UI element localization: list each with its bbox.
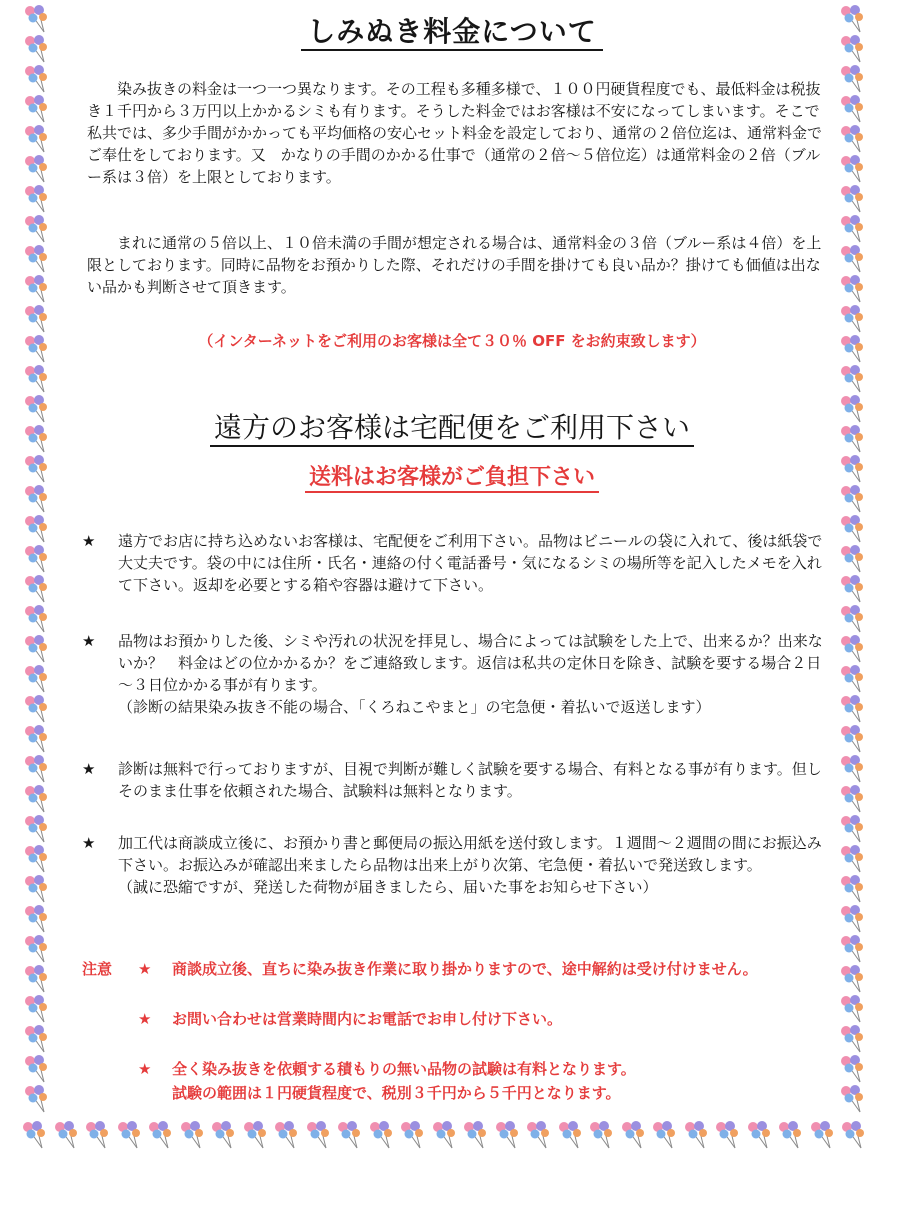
- balloon-icon: [398, 1120, 428, 1150]
- balloon-icon: [839, 1120, 869, 1150]
- list-item: [82, 758, 832, 802]
- caution-note: [82, 1007, 842, 1031]
- caution-label: 注意: [82, 960, 113, 978]
- balloon-icon: [22, 904, 52, 934]
- balloon-icon: [682, 1120, 712, 1150]
- star-icon: ★: [82, 834, 96, 852]
- list-item-note: （誠に恐縮ですが、発送した荷物が届きましたら、届いた事をお知らせ下さい）: [118, 878, 658, 896]
- page-title: [72, 12, 832, 52]
- balloon-icon: [838, 754, 868, 784]
- list-item-text: 加工代は商談成立後に、お預かり書と郵便局の振込用紙を送付致します。１週間～２週間の間にお振込み下さい。お振込みが確認出来ましたら品物は出来上がり次第、宅急便・着払いで発送致します。: [118, 834, 822, 874]
- balloon-icon: [22, 334, 52, 364]
- balloon-icon: [838, 784, 868, 814]
- balloon-icon: [745, 1120, 775, 1150]
- balloon-icon: [22, 694, 52, 724]
- star-icon: ★: [138, 960, 152, 978]
- balloon-icon: [146, 1120, 176, 1150]
- balloon-icon: [272, 1120, 302, 1150]
- balloon-icon: [838, 844, 868, 874]
- balloon-icon: [838, 274, 868, 304]
- delivery-title: [72, 408, 832, 448]
- intro-paragraph-2: [87, 232, 832, 298]
- balloon-icon: [22, 304, 52, 334]
- balloon-icon: [22, 544, 52, 574]
- balloon-icon: [83, 1120, 113, 1150]
- delivery-title-text: 遠方のお客様は宅配便をご利用下さい: [210, 411, 694, 447]
- caution-note-text: 商談成立後、直ちに染み抜き作業に取り掛かりますので、途中解約は受け付けません。: [172, 960, 758, 978]
- balloon-icon: [178, 1120, 208, 1150]
- balloon-icon: [22, 574, 52, 604]
- balloon-icon: [22, 184, 52, 214]
- internet-discount-notice: （インターネットをご利用のお客様は全て３０％ OFF をお約束致します）: [198, 332, 706, 350]
- balloon-icon: [838, 64, 868, 94]
- balloon-icon: [22, 664, 52, 694]
- balloon-icon: [650, 1120, 680, 1150]
- balloon-icon: [838, 874, 868, 904]
- balloon-icon: [838, 1084, 868, 1114]
- list-item: [82, 530, 832, 596]
- intro-paragraph-1-text: 染み抜きの料金は一つ一つ異なります。その工程も多種多様で、１００円硬貨程度でも、最低料金は税抜き１千円から３万円以上かかるシミも有ります。そうした料金ではお客様は不安になってしまいます。そこで私共では、多少手間がかかっても平均価格の安心セット料金を設定しており、通常の２倍位迄は、通常料金でご奉仕をしております。又 かなりの手間のかかる仕事で（通常の２倍～５倍位迄）は通常料金の２倍（ブルー系は３倍）を上限としております。: [87, 80, 823, 186]
- balloon-icon: [838, 304, 868, 334]
- shipping-fee-notice-text: 送料はお客様がご負担下さい: [305, 465, 599, 493]
- list-item-note: （診断の結果染み抜き不能の場合、「くろねこやまと」の宅急便・着払いで返送します）: [118, 698, 711, 716]
- balloon-icon: [22, 994, 52, 1024]
- balloon-icon: [838, 994, 868, 1024]
- balloon-icon: [713, 1120, 743, 1150]
- intro-paragraph-2-text: まれに通常の５倍以上、１０倍未満の手間が想定される場合は、通常料金の３倍（ブルー系は４倍）を上限としております。同時に品物をお預かりした際、それだけの手間を掛けても良い品か？掛けても価値は出ない品かも判断させて頂きます。: [87, 234, 822, 296]
- balloon-icon: [22, 34, 52, 64]
- star-icon: ★: [82, 760, 96, 778]
- balloon-icon: [838, 1024, 868, 1054]
- balloon-icon: [22, 94, 52, 124]
- caution-note: [82, 957, 842, 981]
- balloon-icon: [838, 184, 868, 214]
- balloon-icon: [22, 214, 52, 244]
- balloon-icon: [461, 1120, 491, 1150]
- balloon-border-bottom: [20, 1118, 876, 1158]
- balloon-icon: [838, 514, 868, 544]
- caution-note: [82, 1057, 842, 1105]
- balloon-icon: [838, 574, 868, 604]
- balloon-icon: [22, 934, 52, 964]
- balloon-icon: [838, 394, 868, 424]
- list-item: [82, 630, 832, 718]
- caution-note-text: 全く染み抜きを依頼する積もりの無い品物の試験は有料となります。: [172, 1060, 636, 1078]
- balloon-border-left: [20, 4, 60, 1144]
- balloon-icon: [22, 154, 52, 184]
- balloon-icon: [22, 1024, 52, 1054]
- balloon-icon: [22, 784, 52, 814]
- balloon-icon: [22, 844, 52, 874]
- balloon-icon: [838, 214, 868, 244]
- balloon-icon: [493, 1120, 523, 1150]
- balloon-icon: [838, 154, 868, 184]
- balloon-icon: [22, 964, 52, 994]
- balloon-icon: [838, 424, 868, 454]
- balloon-icon: [22, 604, 52, 634]
- balloon-icon: [22, 424, 52, 454]
- balloon-icon: [367, 1120, 397, 1150]
- balloon-icon: [838, 454, 868, 484]
- balloon-icon: [22, 724, 52, 754]
- balloon-icon: [22, 394, 52, 424]
- balloon-icon: [22, 484, 52, 514]
- balloon-icon: [838, 364, 868, 394]
- balloon-border-right: [836, 4, 876, 1144]
- balloon-icon: [838, 934, 868, 964]
- list-item-text: 品物はお預かりした後、シミや汚れの状況を拝見し、場合によっては試験をした上で、出来るか？出来ないか？ 料金はどの位かかるか？をご連絡致します。返信は私共の定休日を除き、試験を要する場合２日～３日位かかる事が有ります。: [118, 632, 823, 694]
- document-page: [72, 0, 832, 1120]
- caution-note-text-2: 試験の範囲は１円硬貨程度で、税別３千円から５千円となります。: [172, 1084, 621, 1102]
- balloon-icon: [838, 4, 868, 34]
- balloon-icon: [838, 124, 868, 154]
- star-icon: ★: [82, 532, 96, 550]
- balloon-icon: [22, 274, 52, 304]
- balloon-icon: [838, 604, 868, 634]
- balloon-icon: [838, 1054, 868, 1084]
- balloon-icon: [838, 244, 868, 274]
- caution-note-text: お問い合わせは営業時間内にお電話でお申し付け下さい。: [172, 1010, 563, 1028]
- shipping-fee-notice: [72, 463, 832, 493]
- balloon-icon: [22, 64, 52, 94]
- balloon-icon: [22, 454, 52, 484]
- star-icon: ★: [138, 1010, 152, 1028]
- balloon-icon: [838, 484, 868, 514]
- balloon-icon: [838, 664, 868, 694]
- balloon-icon: [838, 634, 868, 664]
- balloon-icon: [776, 1120, 806, 1150]
- balloon-icon: [838, 94, 868, 124]
- balloon-icon: [22, 1054, 52, 1084]
- balloon-icon: [838, 964, 868, 994]
- balloon-icon: [430, 1120, 460, 1150]
- balloon-icon: [22, 754, 52, 784]
- balloon-icon: [587, 1120, 617, 1150]
- star-icon: ★: [82, 632, 96, 650]
- balloon-icon: [838, 694, 868, 724]
- balloon-icon: [838, 814, 868, 844]
- balloon-icon: [556, 1120, 586, 1150]
- balloon-icon: [22, 874, 52, 904]
- balloon-icon: [209, 1120, 239, 1150]
- balloon-icon: [241, 1120, 271, 1150]
- list-item: [82, 832, 832, 898]
- balloon-icon: [22, 124, 52, 154]
- list-item-text: 遠方でお店に持ち込めないお客様は、宅配便をご利用下さい。品物はビニールの袋に入れて、後は紙袋で大丈夫です。袋の中には住所・氏名・連絡の付く電話番号・気になるシミの場所等を記入したメモを入れて下さい。返却を必要とする箱や容器は避けて下さい。: [118, 532, 823, 594]
- balloon-icon: [838, 904, 868, 934]
- star-icon: ★: [138, 1060, 152, 1078]
- balloon-icon: [838, 724, 868, 754]
- balloon-icon: [52, 1120, 82, 1150]
- balloon-icon: [838, 544, 868, 574]
- balloon-icon: [115, 1120, 145, 1150]
- intro-paragraph-1: [87, 78, 832, 188]
- balloon-icon: [22, 244, 52, 274]
- balloon-icon: [838, 34, 868, 64]
- balloon-icon: [304, 1120, 334, 1150]
- list-item-text: 診断は無料で行っておりますが、目視で判断が難しく試験を要する場合、有料となる事が有ります。但しそのまま仕事を依頼された場合、試験料は無料となります。: [118, 760, 822, 800]
- balloon-icon: [22, 4, 52, 34]
- balloon-icon: [524, 1120, 554, 1150]
- balloon-icon: [20, 1120, 50, 1150]
- balloon-icon: [838, 334, 868, 364]
- balloon-icon: [22, 1084, 52, 1114]
- balloon-icon: [22, 634, 52, 664]
- balloon-icon: [619, 1120, 649, 1150]
- balloon-icon: [335, 1120, 365, 1150]
- balloon-icon: [808, 1120, 838, 1150]
- balloon-icon: [22, 514, 52, 544]
- page-title-text: しみぬき料金について: [301, 15, 602, 51]
- balloon-icon: [22, 814, 52, 844]
- balloon-icon: [22, 364, 52, 394]
